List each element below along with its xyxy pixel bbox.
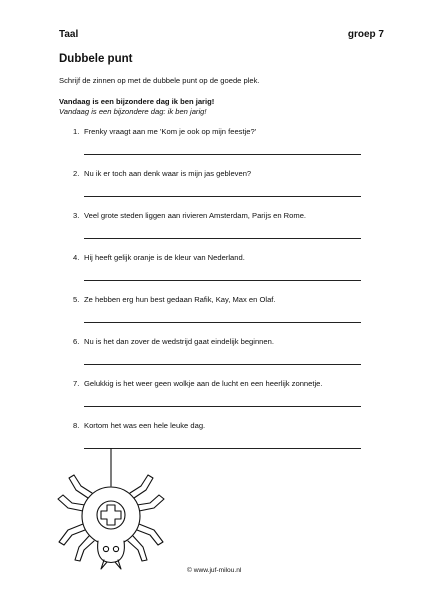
item-number: 1. bbox=[73, 127, 80, 136]
example-sentence: Vandaag is een bijzondere dag ik ben jarig! bbox=[59, 97, 215, 106]
answer-line[interactable] bbox=[84, 322, 361, 323]
answer-line[interactable] bbox=[84, 196, 361, 197]
item-sentence: Frenky vraagt aan me 'Kom je ook op mijn feestje?' bbox=[84, 127, 257, 136]
item-sentence: Nu is het dan zover de wedstrijd gaat eindelijk beginnen. bbox=[84, 337, 274, 346]
item-sentence: Ze hebben erg hun best gedaan Rafik, Kay, Max en Olaf. bbox=[84, 295, 276, 304]
group-label: groep 7 bbox=[347, 29, 384, 40]
item-number: 7. bbox=[73, 379, 80, 388]
answer-line[interactable] bbox=[84, 364, 361, 365]
example-answer: Vandaag is een bijzondere dag: ik ben jarig! bbox=[59, 107, 207, 116]
item-number: 2. bbox=[73, 169, 80, 178]
item-sentence: Gelukkig is het weer geen wolkje aan de lucht en een heerlijk zonnetje. bbox=[84, 379, 323, 388]
item-number: 5. bbox=[73, 295, 80, 304]
item-number: 6. bbox=[73, 337, 80, 346]
item-number: 3. bbox=[73, 211, 80, 220]
answer-line[interactable] bbox=[84, 280, 361, 281]
footer-credit: © www.juf-milou.nl bbox=[187, 567, 242, 574]
item-sentence: Hij heeft gelijk oranje is de kleur van Nederland. bbox=[84, 253, 245, 262]
subject-label: Taal bbox=[59, 29, 79, 40]
page-title: Dubbele punt bbox=[59, 53, 133, 65]
answer-line[interactable] bbox=[84, 154, 361, 155]
item-sentence: Nu ik er toch aan denk waar is mijn jas gebleven? bbox=[84, 169, 252, 178]
spider-drawing-icon bbox=[52, 448, 172, 586]
item-sentence: Kortom het was een hele leuke dag. bbox=[84, 421, 206, 430]
instruction-text: Schrijf de zinnen op met de dubbele punt op de goede plek. bbox=[59, 76, 260, 85]
answer-line[interactable] bbox=[84, 238, 361, 239]
item-number: 8. bbox=[73, 421, 80, 430]
item-number: 4. bbox=[73, 253, 80, 262]
answer-line[interactable] bbox=[84, 406, 361, 407]
item-sentence: Veel grote steden liggen aan rivieren Amsterdam, Parijs en Rome. bbox=[84, 211, 307, 220]
